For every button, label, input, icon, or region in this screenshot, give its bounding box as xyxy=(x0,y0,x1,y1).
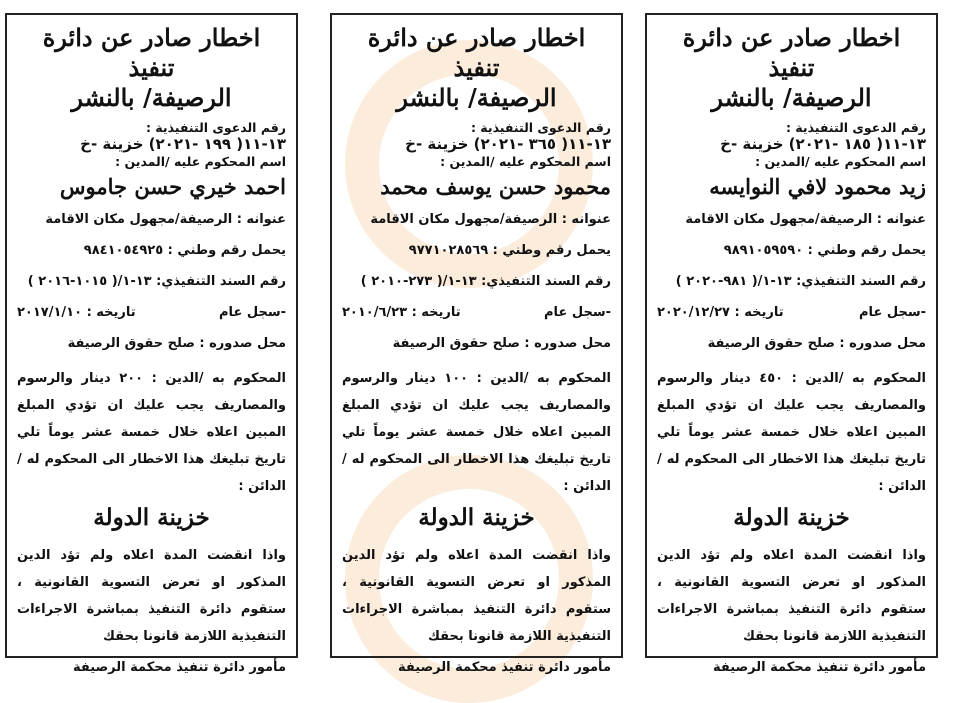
debtor-address: عنوانه : الرصيفة/مجهول مكان الاقامة xyxy=(45,212,286,227)
bond-number: رقم السند التنفيذي: ١٣-١/( ٩٨١-٢٠٢٠ ) xyxy=(675,274,926,289)
bond-number: رقم السند التنفيذي: ١٣-١/( ٢٧٣-٢٠١٠ ) xyxy=(360,274,611,289)
case-label: رقم الدعوى التنفيذية : xyxy=(785,120,926,135)
registry-row xyxy=(342,303,611,322)
notice-warning: واذا انقضت المدة اعلاه ولم تؤد الدين المذكور او تعرض التسوية القانونية ، ستقوم دائرة التنفيذ بمباشرة الاجراءات التنفيذية اللازمة قانونا بحقك xyxy=(17,548,286,644)
notice-subtitle: الرصيفة/ بالنشر xyxy=(711,83,872,112)
notice-warning: واذا انقضت المدة اعلاه ولم تؤد الدين المذكور او تعرض التسوية القانونية ، ستقوم دائرة التنفيذ بمباشرة الاجراءات التنفيذية اللازمة قانونا بحقك xyxy=(342,548,611,644)
national-id: يحمل رقم وطني : ٩٨٩١٠٥٩٥٩٠ xyxy=(723,243,926,258)
notice-warning: واذا انقضت المدة اعلاه ولم تؤد الدين المذكور او تعرض التسوية القانونية ، ستقوم دائرة التنفيذ بمباشرة الاجراءات التنفيذية اللازمة قانونا بحقك xyxy=(657,548,926,644)
notice-subtitle: الرصيفة/ بالنشر xyxy=(396,83,557,112)
debtor-name: زيد محمود لافي النوايسه xyxy=(709,174,926,199)
registry-type: -سجل عام xyxy=(544,305,611,320)
debtor-label: اسم المحكوم عليه /المدين : xyxy=(755,154,926,169)
registry-type: -سجل عام xyxy=(219,305,286,320)
issuer: محل صدوره : صلح حقوق الرصيفة xyxy=(392,336,611,351)
notice-3 xyxy=(5,13,298,675)
debtor-label: اسم المحكوم عليه /المدين : xyxy=(440,154,611,169)
notice-body: المحكوم به /الدين : ١٠٠ دينار والرسوم والمصاريف يجب عليك ان تؤدي المبلغ المبين اعلاه خلال خمسة عشر يوماً تلي تاريخ تبليغك هذا الاخطار الى المحكوم له /الدائن : xyxy=(342,371,612,494)
notice-body: المحكوم به /الدين : ٢٠٠ دينار والرسوم والمصاريف يجب عليك ان تؤدي المبلغ المبين اعلاه خلال خمسة عشر يوماً تلي تاريخ تبليغك هذا الاخطار الى المحكوم له /الدائن : xyxy=(17,371,287,494)
bond-date: تاريخه : ٢٠١٠/٦/٢٣ xyxy=(342,305,461,320)
signature: مأمور دائرة تنفيذ محكمة الرصيفة xyxy=(713,660,926,675)
notice-subtitle: الرصيفة/ بالنشر xyxy=(71,83,232,112)
debtor-label: اسم المحكوم عليه /المدين : xyxy=(115,154,286,169)
case-label: رقم الدعوى التنفيذية : xyxy=(470,120,611,135)
issuer: محل صدوره : صلح حقوق الرصيفة xyxy=(67,336,286,351)
national-id: يحمل رقم وطني : ٩٧٧١٠٢٨٥٦٩ xyxy=(408,243,611,258)
signature: مأمور دائرة تنفيذ محكمة الرصيفة xyxy=(73,660,286,675)
notice-title: اخطار صادر عن دائرة تنفيذ xyxy=(682,23,901,82)
registry-row xyxy=(657,303,926,322)
signature: مأمور دائرة تنفيذ محكمة الرصيفة xyxy=(398,660,611,675)
registry-type: -سجل عام xyxy=(859,305,926,320)
creditor-name: خزينة الدولة xyxy=(733,504,850,531)
case-number: ١٣-١١( ٣٦٥ -٢٠٢١) خزينة -خ xyxy=(405,135,611,153)
case-number: ١٣-١١( ١٨٥ -٢٠٢١) خزينة -خ xyxy=(720,135,926,153)
notice-body: المحكوم به /الدين : ٤٥٠ دينار والرسوم والمصاريف يجب عليك ان تؤدي المبلغ المبين اعلاه خلال خمسة عشر يوماً تلي تاريخ تبليغك هذا الاخطار الى المحكوم له /الدائن : xyxy=(657,371,927,494)
bond-date: تاريخه : ٢٠١٧/١/١٠ xyxy=(17,305,136,320)
debtor-address: عنوانه : الرصيفة/مجهول مكان الاقامة xyxy=(685,212,926,227)
registry-row xyxy=(17,303,286,322)
notice-title: اخطار صادر عن دائرة تنفيذ xyxy=(367,23,586,82)
creditor-name: خزينة الدولة xyxy=(93,504,210,531)
notice-2 xyxy=(330,13,623,675)
creditor-name: خزينة الدولة xyxy=(418,504,535,531)
bond-number: رقم السند التنفيذي: ١٣-١/( ١٠١٥-٢٠١٦ ) xyxy=(27,274,286,289)
case-number: ١٣-١١( ١٩٩ -٢٠٢١) خزينة -خ xyxy=(80,135,286,153)
issuer: محل صدوره : صلح حقوق الرصيفة xyxy=(707,336,926,351)
debtor-name: محمود حسن يوسف محمد xyxy=(380,174,611,199)
notice-title: اخطار صادر عن دائرة تنفيذ xyxy=(42,23,261,82)
case-label: رقم الدعوى التنفيذية : xyxy=(145,120,286,135)
debtor-name: احمد خيري حسن جاموس xyxy=(59,174,286,199)
bond-date: تاريخه : ٢٠٢٠/١٢/٢٧ xyxy=(657,305,784,320)
notice-1 xyxy=(645,13,938,675)
debtor-address: عنوانه : الرصيفة/مجهول مكان الاقامة xyxy=(370,212,611,227)
national-id: يحمل رقم وطني : ٩٨٤١٠٥٤٩٢٥ xyxy=(83,243,286,258)
